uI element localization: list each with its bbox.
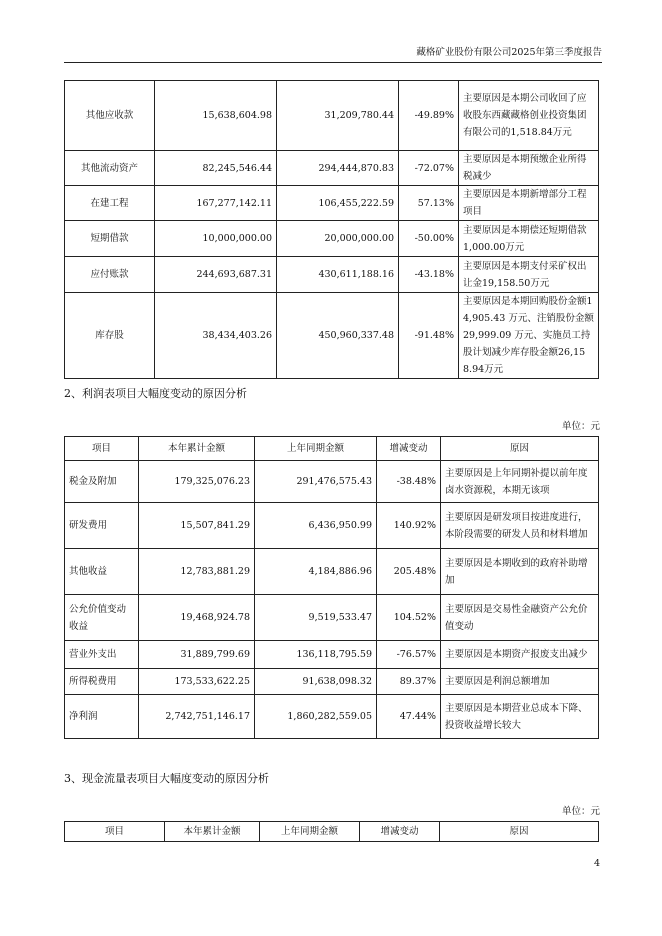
- header-prior: 上年同期金额: [255, 437, 377, 461]
- prior-cell: 1,860,282,559.05: [255, 695, 377, 739]
- change-cell: -50.00%: [399, 221, 459, 257]
- current-cell: 12,783,881.29: [139, 549, 255, 595]
- prior-cell: 6,436,950.99: [255, 503, 377, 549]
- table-row: [65, 549, 599, 595]
- balance-change-table: [64, 80, 599, 379]
- change-cell: 89.37%: [377, 669, 441, 695]
- table-row: [65, 669, 599, 695]
- header-rule: [64, 62, 602, 63]
- table-row: [65, 221, 599, 257]
- table-row: [65, 293, 599, 379]
- change-cell: -72.07%: [399, 151, 459, 186]
- current-cell: 179,325,076.23: [139, 461, 255, 503]
- item-cell: 营业外支出: [65, 641, 139, 669]
- income-change-table: [64, 436, 599, 739]
- item-cell: 短期借款: [65, 221, 155, 257]
- current-cell: 2,742,751,146.17: [139, 695, 255, 739]
- change-cell: 47.44%: [377, 695, 441, 739]
- current-cell: 167,277,142.11: [155, 186, 277, 221]
- table-row: [65, 186, 599, 221]
- reason-cell: 主要原因是本期资产报废支出减少: [441, 641, 599, 669]
- table-row: [65, 461, 599, 503]
- current-cell: 82,245,546.44: [155, 151, 277, 186]
- current-cell: 15,507,841.29: [139, 503, 255, 549]
- header-reason: 原因: [440, 822, 599, 842]
- reason-cell: 主要原因是本期支付采矿权出让金19,158.50万元: [459, 257, 599, 293]
- cash-flow-change-table: [64, 821, 599, 842]
- item-cell: 净利润: [65, 695, 139, 739]
- header-reason: 原因: [441, 437, 599, 461]
- current-cell: 38,434,403.26: [155, 293, 277, 379]
- item-cell: 应付账款: [65, 257, 155, 293]
- prior-cell: 9,519,533.47: [255, 595, 377, 641]
- current-cell: 10,000,000.00: [155, 221, 277, 257]
- reason-cell: 主要原因是上年同期补提以前年度卤水资源税，本期无该项: [441, 461, 599, 503]
- header-change: 增减变动: [360, 822, 440, 842]
- prior-cell: 291,476,575.43: [255, 461, 377, 503]
- header-prior: 上年同期金额: [260, 822, 360, 842]
- item-cell: 公允价值变动收益: [65, 595, 139, 641]
- reason-cell: 主要原因是交易性金融资产公允价值变动: [441, 595, 599, 641]
- section-2-unit: 单位：元: [561, 421, 600, 432]
- prior-cell: 430,611,188.16: [277, 257, 399, 293]
- header-current: 本年累计金额: [165, 822, 260, 842]
- reason-cell: 主要原因是本期收到的政府补助增加: [441, 549, 599, 595]
- prior-cell: 4,184,886.96: [255, 549, 377, 595]
- reason-cell: 主要原因是本期预缴企业所得税减少: [459, 151, 599, 186]
- change-cell: -49.89%: [399, 81, 459, 151]
- current-cell: 173,533,622.25: [139, 669, 255, 695]
- prior-cell: 91,638,098.32: [255, 669, 377, 695]
- current-cell: 19,468,924.78: [139, 595, 255, 641]
- item-cell: 研发费用: [65, 503, 139, 549]
- section-3-title: 3、现金流量表项目大幅度变动的原因分析: [64, 772, 269, 785]
- table-header-row: [65, 822, 599, 842]
- item-cell: 库存股: [65, 293, 155, 379]
- change-cell: 140.92%: [377, 503, 441, 549]
- section-2-title: 2、利润表项目大幅度变动的原因分析: [64, 387, 247, 400]
- change-cell: -38.48%: [377, 461, 441, 503]
- current-cell: 31,889,799.69: [139, 641, 255, 669]
- reason-cell: 主要原因是研发项目按进度进行，本阶段需要的研发人员和材料增加: [441, 503, 599, 549]
- prior-cell: 20,000,000.00: [277, 221, 399, 257]
- change-cell: -43.18%: [399, 257, 459, 293]
- item-cell: 在建工程: [65, 186, 155, 221]
- current-cell: 244,693,687.31: [155, 257, 277, 293]
- header-item: 项目: [65, 437, 139, 461]
- header-change: 增减变动: [377, 437, 441, 461]
- prior-cell: 450,960,337.48: [277, 293, 399, 379]
- reason-cell: 主要原因是本期回购股份金额14,905.43 万元、注销股份金额29,999.09 万元、实施员工持股计划减少库存股金额26,158.94万元: [459, 293, 599, 379]
- item-cell: 其他流动资产: [65, 151, 155, 186]
- item-cell: 其他收益: [65, 549, 139, 595]
- change-cell: -91.48%: [399, 293, 459, 379]
- prior-cell: 294,444,870.83: [277, 151, 399, 186]
- header-item: 项目: [65, 822, 165, 842]
- item-cell: 所得税费用: [65, 669, 139, 695]
- reason-cell: 主要原因是本期公司收回了应收股东西藏藏格创业投资集团有限公司的1,518.84万元: [459, 81, 599, 151]
- reason-cell: 主要原因是本期新增部分工程项目: [459, 186, 599, 221]
- reason-cell: 主要原因是本期营业总成本下降、投资收益增长较大: [441, 695, 599, 739]
- table-row: [65, 503, 599, 549]
- change-cell: -76.57%: [377, 641, 441, 669]
- prior-cell: 136,118,795.59: [255, 641, 377, 669]
- section-3-unit: 单位：元: [561, 806, 600, 817]
- prior-cell: 106,455,222.59: [277, 186, 399, 221]
- report-header: 藏格矿业股份有限公司2025年第三季度报告: [416, 47, 602, 58]
- change-cell: 57.13%: [399, 186, 459, 221]
- reason-cell: 主要原因是本期偿还短期借款1,000.00万元: [459, 221, 599, 257]
- table-row: [65, 151, 599, 186]
- page-number: 4: [593, 858, 600, 869]
- change-cell: 205.48%: [377, 549, 441, 595]
- item-cell: 税金及附加: [65, 461, 139, 503]
- table-row: [65, 595, 599, 641]
- table-row: [65, 81, 599, 151]
- item-cell: 其他应收款: [65, 81, 155, 151]
- table-header-row: [65, 437, 599, 461]
- reason-cell: 主要原因是利润总额增加: [441, 669, 599, 695]
- header-current: 本年累计金额: [139, 437, 255, 461]
- table-row: [65, 641, 599, 669]
- prior-cell: 31,209,780.44: [277, 81, 399, 151]
- table-row: [65, 695, 599, 739]
- current-cell: 15,638,604.98: [155, 81, 277, 151]
- table-row: [65, 257, 599, 293]
- change-cell: 104.52%: [377, 595, 441, 641]
